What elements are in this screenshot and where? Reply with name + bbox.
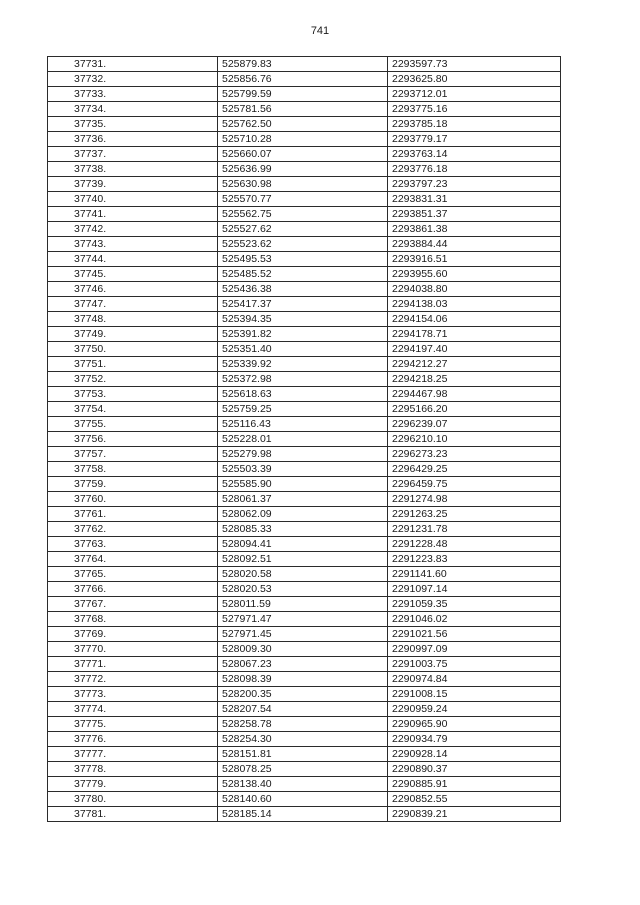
northing-cell: 2290959.24 [388,702,561,717]
northing-cell: 2296210.10 [388,432,561,447]
point-id-cell: 37776. [48,732,218,747]
point-id-cell: 37740. [48,192,218,207]
table-row [48,327,561,342]
northing-cell: 2294197.40 [388,342,561,357]
table-row [48,687,561,702]
table-row [48,282,561,297]
table-row [48,132,561,147]
table-row [48,777,561,792]
coordinates-table-body [48,57,561,822]
point-id-cell: 37746. [48,282,218,297]
point-id-cell: 37753. [48,387,218,402]
easting-cell: 525485.52 [218,267,388,282]
easting-cell: 525618.63 [218,387,388,402]
easting-cell: 528020.53 [218,582,388,597]
northing-cell: 2291097.14 [388,582,561,597]
table-row [48,792,561,807]
northing-cell: 2293776.18 [388,162,561,177]
table-row [48,297,561,312]
point-id-cell: 37762. [48,522,218,537]
northing-cell: 2293916.51 [388,252,561,267]
easting-cell: 525636.99 [218,162,388,177]
table-row [48,312,561,327]
table-row [48,162,561,177]
easting-cell: 525799.59 [218,87,388,102]
table-row [48,807,561,822]
northing-cell: 2293861.38 [388,222,561,237]
table-row [48,462,561,477]
northing-cell: 2293884.44 [388,237,561,252]
point-id-cell: 37760. [48,492,218,507]
easting-cell: 528151.81 [218,747,388,762]
northing-cell: 2294212.27 [388,357,561,372]
easting-cell: 525116.43 [218,417,388,432]
point-id-cell: 37733. [48,87,218,102]
table-row [48,357,561,372]
table-row [48,402,561,417]
easting-cell: 525372.98 [218,372,388,387]
northing-cell: 2293785.18 [388,117,561,132]
point-id-cell: 37761. [48,507,218,522]
northing-cell: 2294467.98 [388,387,561,402]
point-id-cell: 37767. [48,597,218,612]
easting-cell: 525759.25 [218,402,388,417]
easting-cell: 528062.09 [218,507,388,522]
point-id-cell: 37755. [48,417,218,432]
northing-cell: 2290890.37 [388,762,561,777]
table-row [48,582,561,597]
point-id-cell: 37743. [48,237,218,252]
point-id-cell: 37777. [48,747,218,762]
northing-cell: 2293831.31 [388,192,561,207]
northing-cell: 2294038.80 [388,282,561,297]
point-id-cell: 37732. [48,72,218,87]
easting-cell: 528067.23 [218,657,388,672]
easting-cell: 528020.58 [218,567,388,582]
northing-cell: 2293955.60 [388,267,561,282]
easting-cell: 525762.50 [218,117,388,132]
table-row [48,732,561,747]
northing-cell: 2295166.20 [388,402,561,417]
easting-cell: 528258.78 [218,717,388,732]
table-row [48,207,561,222]
table-row [48,432,561,447]
northing-cell: 2290839.21 [388,807,561,822]
northing-cell: 2293763.14 [388,147,561,162]
point-id-cell: 37741. [48,207,218,222]
easting-cell: 528185.14 [218,807,388,822]
table-row [48,147,561,162]
point-id-cell: 37775. [48,717,218,732]
point-id-cell: 37748. [48,312,218,327]
table-row [48,522,561,537]
northing-cell: 2290852.55 [388,792,561,807]
northing-cell: 2291141.60 [388,567,561,582]
easting-cell: 528094.41 [218,537,388,552]
easting-cell: 525710.28 [218,132,388,147]
point-id-cell: 37773. [48,687,218,702]
easting-cell: 528078.25 [218,762,388,777]
point-id-cell: 37735. [48,117,218,132]
northing-cell: 2294154.06 [388,312,561,327]
table-row [48,597,561,612]
table-row [48,252,561,267]
table-row [48,72,561,87]
easting-cell: 525394.35 [218,312,388,327]
easting-cell: 527971.47 [218,612,388,627]
northing-cell: 2293597.73 [388,57,561,72]
easting-cell: 528207.54 [218,702,388,717]
coordinates-table [47,56,561,822]
northing-cell: 2290934.79 [388,732,561,747]
point-id-cell: 37754. [48,402,218,417]
northing-cell: 2291223.83 [388,552,561,567]
northing-cell: 2296459.75 [388,477,561,492]
easting-cell: 528254.30 [218,732,388,747]
point-id-cell: 37766. [48,582,218,597]
northing-cell: 2293779.17 [388,132,561,147]
table-row [48,537,561,552]
table-row [48,447,561,462]
easting-cell: 528200.35 [218,687,388,702]
northing-cell: 2291059.35 [388,597,561,612]
northing-cell: 2291228.48 [388,537,561,552]
easting-cell: 528138.40 [218,777,388,792]
easting-cell: 525436.38 [218,282,388,297]
point-id-cell: 37736. [48,132,218,147]
easting-cell: 525339.92 [218,357,388,372]
table-row [48,57,561,72]
point-id-cell: 37778. [48,762,218,777]
easting-cell: 525781.56 [218,102,388,117]
table-row [48,417,561,432]
easting-cell: 525527.62 [218,222,388,237]
point-id-cell: 37749. [48,327,218,342]
page-number: 741 [310,25,330,37]
point-id-cell: 37738. [48,162,218,177]
easting-cell: 528098.39 [218,672,388,687]
easting-cell: 525585.90 [218,477,388,492]
easting-cell: 528085.33 [218,522,388,537]
point-id-cell: 37757. [48,447,218,462]
table-row [48,492,561,507]
table-row [48,267,561,282]
table-row [48,612,561,627]
table-row [48,657,561,672]
table-row [48,117,561,132]
point-id-cell: 37770. [48,642,218,657]
northing-cell: 2294178.71 [388,327,561,342]
easting-cell: 525523.62 [218,237,388,252]
table-row [48,87,561,102]
northing-cell: 2293625.80 [388,72,561,87]
northing-cell: 2296273.23 [388,447,561,462]
northing-cell: 2296239.07 [388,417,561,432]
northing-cell: 2296429.25 [388,462,561,477]
easting-cell: 525562.75 [218,207,388,222]
northing-cell: 2290965.90 [388,717,561,732]
northing-cell: 2294138.03 [388,297,561,312]
point-id-cell: 37774. [48,702,218,717]
easting-cell: 525503.39 [218,462,388,477]
easting-cell: 525279.98 [218,447,388,462]
easting-cell: 525417.37 [218,297,388,312]
easting-cell: 528140.60 [218,792,388,807]
table-row [48,507,561,522]
point-id-cell: 37750. [48,342,218,357]
table-row [48,642,561,657]
table-row [48,717,561,732]
table-row [48,342,561,357]
easting-cell: 527971.45 [218,627,388,642]
easting-cell: 525660.07 [218,147,388,162]
point-id-cell: 37731. [48,57,218,72]
point-id-cell: 37744. [48,252,218,267]
table-row [48,387,561,402]
northing-cell: 2291231.78 [388,522,561,537]
table-row [48,627,561,642]
northing-cell: 2293797.23 [388,177,561,192]
northing-cell: 2290997.09 [388,642,561,657]
table-row [48,222,561,237]
northing-cell: 2293775.16 [388,102,561,117]
table-row [48,762,561,777]
northing-cell: 2293712.01 [388,87,561,102]
table-row [48,567,561,582]
point-id-cell: 37759. [48,477,218,492]
northing-cell: 2290974.84 [388,672,561,687]
table-row [48,702,561,717]
northing-cell: 2291003.75 [388,657,561,672]
table-row [48,552,561,567]
point-id-cell: 37771. [48,657,218,672]
easting-cell: 525570.77 [218,192,388,207]
northing-cell: 2291274.98 [388,492,561,507]
easting-cell: 528061.37 [218,492,388,507]
table-row [48,177,561,192]
easting-cell: 525351.40 [218,342,388,357]
easting-cell: 525228.01 [218,432,388,447]
easting-cell: 525391.82 [218,327,388,342]
table-row [48,372,561,387]
table-row [48,192,561,207]
point-id-cell: 37756. [48,432,218,447]
northing-cell: 2290885.91 [388,777,561,792]
table-row [48,747,561,762]
point-id-cell: 37780. [48,792,218,807]
table-row [48,102,561,117]
easting-cell: 525630.98 [218,177,388,192]
northing-cell: 2291263.25 [388,507,561,522]
table-row [48,477,561,492]
point-id-cell: 37752. [48,372,218,387]
easting-cell: 528011.59 [218,597,388,612]
point-id-cell: 37765. [48,567,218,582]
point-id-cell: 37772. [48,672,218,687]
easting-cell: 525879.83 [218,57,388,72]
point-id-cell: 37742. [48,222,218,237]
point-id-cell: 37768. [48,612,218,627]
easting-cell: 525495.53 [218,252,388,267]
northing-cell: 2291046.02 [388,612,561,627]
point-id-cell: 37751. [48,357,218,372]
point-id-cell: 37769. [48,627,218,642]
point-id-cell: 37747. [48,297,218,312]
easting-cell: 525856.76 [218,72,388,87]
point-id-cell: 37734. [48,102,218,117]
table-row [48,672,561,687]
point-id-cell: 37781. [48,807,218,822]
northing-cell: 2291021.56 [388,627,561,642]
northing-cell: 2294218.25 [388,372,561,387]
point-id-cell: 37739. [48,177,218,192]
northing-cell: 2291008.15 [388,687,561,702]
point-id-cell: 37764. [48,552,218,567]
point-id-cell: 37763. [48,537,218,552]
northing-cell: 2293851.37 [388,207,561,222]
table-row [48,237,561,252]
easting-cell: 528009.30 [218,642,388,657]
point-id-cell: 37737. [48,147,218,162]
point-id-cell: 37779. [48,777,218,792]
point-id-cell: 37758. [48,462,218,477]
point-id-cell: 37745. [48,267,218,282]
easting-cell: 528092.51 [218,552,388,567]
northing-cell: 2290928.14 [388,747,561,762]
